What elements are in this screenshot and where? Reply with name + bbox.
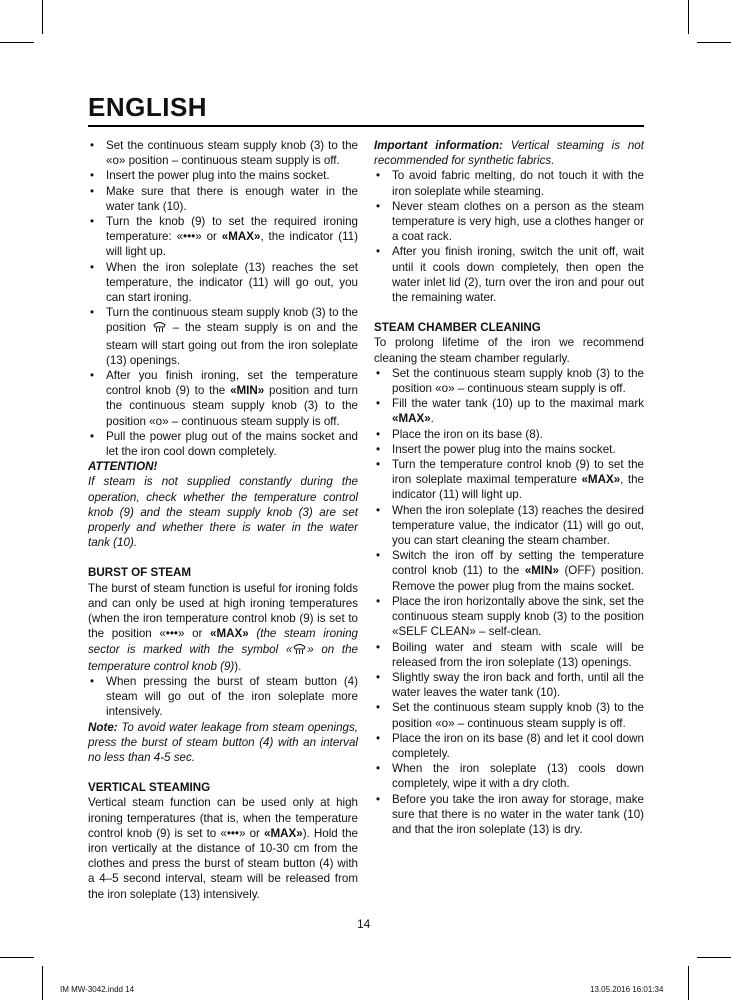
list-item: • When the iron soleplate (13) cools down completely, wipe it with a dry cloth.: [374, 761, 644, 791]
crop-mark: [688, 966, 689, 1000]
page-heading: ENGLISH: [88, 92, 208, 122]
list-item: • Switch the iron off by setting the temperature control knob (11) to the «MIN» (OFF) position. Remove the power plug from the mains socket.: [374, 548, 644, 594]
list-item: • Boiling water and steam with scale will be released from the iron soleplate (13) openings.: [374, 640, 644, 670]
list-item: • Insert the power plug into the mains socket.: [374, 442, 644, 457]
list-item: • Insert the power plug into the mains socket.: [88, 168, 358, 183]
footer-file-label: IM MW-3042.indd 14: [60, 985, 135, 994]
list-item: • When the iron soleplate (13) reaches the desired temperature value, the indicator (11) will go out, you can start cleaning the steam chamber.: [374, 503, 644, 549]
list-item: • Set the continuous steam supply knob (3) to the position «o» – continuous steam supply is off.: [374, 700, 644, 730]
crop-mark: [688, 0, 689, 34]
note: Note: To avoid water leakage from steam openings, press the burst of steam button (4) with an interval no less than 4-5 sec.: [88, 720, 358, 764]
list-item: • Pull the power plug out of the mains socket and let the iron cool down completely.: [88, 429, 358, 459]
list-item: • After you finish ironing, switch the unit off, wait until it cools down completely, then open the water inlet lid (2), turn over the iron and pour out the remaining water.: [374, 244, 644, 305]
crop-mark: [42, 966, 43, 1000]
list-item: • To avoid fabric melting, do not touch it with the iron soleplate while steaming.: [374, 168, 644, 198]
list-item: • Place the iron on its base (8).: [374, 427, 644, 442]
list-item: • After you finish ironing, set the temperature control knob (9) to the «MIN» position and turn the continuous steam supply knob (3) to the position «o» – continuous steam supply is off.: [88, 368, 358, 429]
important-info: Important information: Vertical steaming is not recommended for synthetic fabrics.: [374, 139, 644, 168]
attention-title: ATTENTION!: [88, 460, 158, 474]
crop-mark: [0, 42, 34, 43]
list-item: • Turn the temperature control knob (9) to set the iron soleplate maximal temperature «MAX», the indicator (11) will light up.: [374, 457, 644, 503]
list-item: • Set the continuous steam supply knob (3) to the «o» position – continuous steam supply is off.: [88, 138, 358, 168]
left-column: [88, 138, 358, 902]
vertical-paragraph: Vertical steam function can be used only at high ironing temperatures (that is, when the temperature control knob (9) is set to «•••» or «MAX»). Hold the iron vertically at the distance of 10-30 cm from the clothes and press the burst of steam button (4) with a 4–5 second interval, steam will be released from the iron soleplate (13) intensively.: [88, 796, 358, 901]
warnings-list: [374, 168, 644, 305]
burst-list: [88, 674, 358, 720]
crop-mark: [0, 957, 34, 958]
section-title-cleaning: STEAM CHAMBER CLEANING: [374, 321, 541, 335]
list-item: • Fill the water tank (10) up to the maximal mark «MAX».: [374, 396, 644, 426]
crop-mark: [697, 42, 731, 43]
footer-timestamp: 13.05.2016 16:01:34: [590, 985, 664, 994]
list-item: • Place the iron on its base (8) and let it cool down completely.: [374, 731, 644, 761]
cleaning-list: [374, 366, 644, 837]
list-item: • Before you take the iron away for storage, make sure that there is no water in the water tank (10) and that the iron soleplate (13) is dry.: [374, 792, 644, 838]
section-title-vertical: VERTICAL STEAMING: [88, 781, 211, 795]
list-item: • Turn the knob (9) to set the required ironing temperature: «•••» or «MAX», the indicator (11) will light up.: [88, 214, 358, 260]
list-item: • Make sure that there is enough water in the water tank (10).: [88, 184, 358, 214]
right-column: [374, 138, 644, 837]
attention-text: If steam is not supplied constantly during the operation, check whether the temperature control knob (9) and the steam supply knob (3) are set properly and whether there is water in the water tank (10).: [88, 475, 358, 550]
crop-mark: [697, 957, 731, 958]
page-number: 14: [357, 917, 371, 931]
list-item: • Place the iron horizontally above the sink, set the continuous steam supply knob (3) to the position «SELF CLEAN» – self-clean.: [374, 594, 644, 640]
list-item: • When the iron soleplate (13) reaches the set temperature, the indicator (11) will go out, you can start ironing.: [88, 260, 358, 306]
crop-mark: [42, 0, 43, 34]
burst-paragraph: The burst of steam function is useful for ironing folds and can only be used at high ironing temperatures (when the iron temperature control knob (9) is set to the position «•••» or «MAX» (the steam ironing sector is marked with the symbol « » on the temperature control knob (9)).: [88, 581, 358, 673]
steam-symbol-icon: [293, 642, 306, 659]
list-item: • Set the continuous steam supply knob (3) to the position «o» – continuous steam supply is off.: [374, 366, 644, 396]
list-item: • Turn the continuous steam supply knob (3) to the position – the steam supply is on and the steam will start going out from the iron soleplate (13) openings.: [88, 305, 358, 368]
section-title-burst: BURST OF STEAM: [88, 566, 192, 580]
list-item: • When pressing the burst of steam button (4) steam will go out of the iron soleplate more intensively.: [88, 674, 358, 720]
steam-symbol-icon: [153, 320, 166, 337]
heading-rule: [88, 125, 644, 127]
list-item: • Never steam clothes on a person as the steam temperature is very high, use a clothes hanger or a coat rack.: [374, 199, 644, 245]
list-item: • Slightly sway the iron back and forth, until all the water leaves the water tank (10).: [374, 670, 644, 700]
setup-list: [88, 138, 358, 459]
cleaning-paragraph: To prolong lifetime of the iron we recommend cleaning the steam chamber regularly.: [374, 336, 644, 365]
